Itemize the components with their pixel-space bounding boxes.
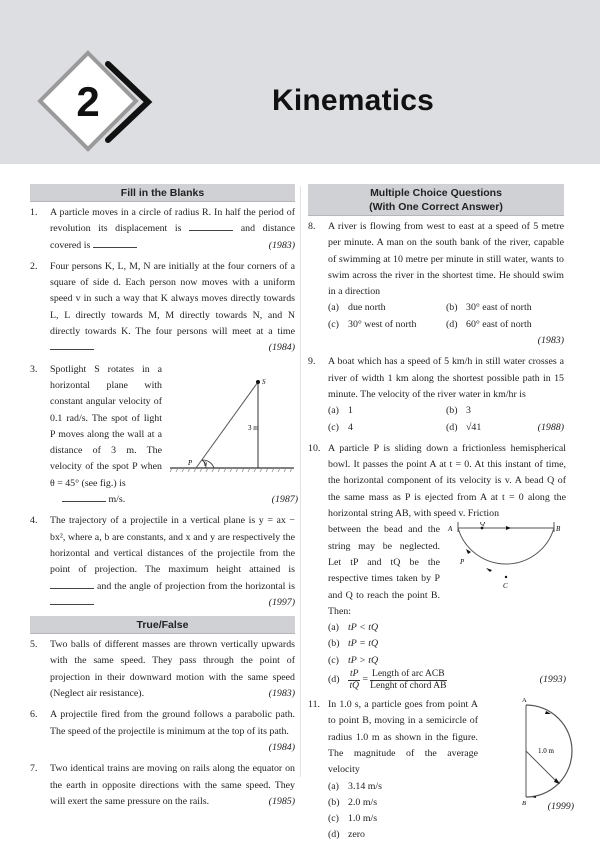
question-number: 2. [30, 260, 38, 272]
option-b[interactable]: (b) 30° east of north [446, 302, 532, 314]
question-2 [30, 259, 295, 357]
option-a[interactable]: (a) tP < tQ [328, 622, 379, 634]
question-3 [30, 362, 298, 509]
question-number: 4. [30, 515, 38, 527]
question-7 [30, 761, 295, 810]
svg-text:B: B [522, 800, 526, 808]
question-year: (1983) [268, 239, 295, 251]
question-year: (1987) [271, 494, 298, 506]
question-text: In 1.0 s, a particle goes from point A to point B, moving in a semicircle of radius 1.0 m as shown in the figure. The magnitude of the average velocity [328, 699, 478, 776]
svg-text:A: A [522, 697, 527, 705]
unit-text: m/s. [108, 494, 126, 506]
question-text: Spotlight S rotates in a horizontal plane with constant angular velocity of 0.1 rad/s. The spot of light P moves along the wall at a distance of 3 m. The velocity of the spot P when θ = 45° (see fig.) is [50, 363, 162, 489]
svg-text:S: S [262, 377, 266, 386]
option-b[interactable]: (b) tP = tQ [328, 638, 379, 650]
chapter-number: 2 [76, 78, 100, 125]
svg-text:C: C [503, 582, 508, 591]
spotlight-diagram-icon [168, 368, 298, 488]
question-number: 11. [308, 699, 320, 711]
question-year: (1985) [268, 795, 295, 807]
option-b[interactable]: (b) 3 [446, 405, 471, 417]
question-number: 3. [30, 363, 38, 375]
question-year: (1983) [268, 688, 295, 700]
option-b[interactable]: (b) 2.0 m/s [328, 796, 378, 808]
answer-blank[interactable] [50, 340, 94, 350]
question-year: (1997) [268, 596, 295, 608]
section-header-mcq [308, 184, 564, 216]
question-number: 10. [308, 442, 321, 454]
svg-text:1.0 m: 1.0 m [538, 747, 554, 756]
question-6 [30, 707, 295, 756]
section-title-line1: Multiple Choice Questions [370, 187, 502, 199]
answer-blank[interactable] [189, 221, 233, 231]
question-text: The trajectory of a projectile in a vertical plane is y = ax − bx², where a, b are constants, and x and y are respectively the horizontal and vertical distances of the projectile from the point of projection. The maximum height attained is [50, 515, 295, 576]
question-4 [30, 513, 295, 611]
question-year: (1984) [268, 342, 295, 354]
option-c[interactable]: (c) 4 [328, 421, 353, 433]
svg-text:θ: θ [204, 461, 207, 468]
question-number: 7. [30, 763, 38, 775]
question-number: 6. [30, 709, 38, 721]
question-year: (1999) [547, 801, 574, 813]
question-number: 9. [308, 356, 316, 368]
question-8 [308, 219, 564, 349]
answer-blank[interactable] [50, 579, 94, 589]
svg-text:3 m: 3 m [248, 423, 259, 432]
hemispherical-bowl-diagram-icon [446, 522, 566, 592]
question-1 [30, 205, 295, 254]
question-11 [308, 697, 574, 844]
svg-text:Q: Q [480, 522, 486, 528]
answer-blank[interactable] [50, 595, 94, 605]
section-title-line2: (With One Correct Answer) [369, 201, 503, 213]
option-d[interactable]: (d) zero [328, 829, 365, 841]
question-5 [30, 637, 295, 702]
answer-blank[interactable] [62, 492, 106, 502]
question-text: A river is flowing from west to east at a speed of 5 metre per minute. A man on the south bank of the river, capable of swimming at 10 metre per minute in still water, wants to swim across the river in the shortest time. He should swim in a direction [328, 221, 564, 298]
option-c[interactable]: (c) 1.0 m/s [328, 813, 378, 825]
question-text: A particle P is sliding down a frictionless hemispherical bowl. It passes the point A at t = 0. At this instant of time, the horizontal component of its velocity is v. A bead Q of the same mass as P is ejected from A at t = 0 along the horizontal string AB, with speed v. Friction [328, 442, 566, 520]
question-number: 5. [30, 639, 38, 651]
question-text: A projectile fired from the ground follows a parabolic path. The speed of the projectile is minimum at the top of its path. [50, 709, 295, 737]
option-a[interactable]: (a) 3.14 m/s [328, 780, 383, 792]
section-header-true-false: True/False [30, 616, 295, 634]
question-text: and distance covered is [50, 223, 296, 251]
question-year: (1988) [537, 421, 564, 433]
question-9 [308, 354, 564, 435]
question-text: Two identical trains are moving on rails along the equator on the earth in opposite directions with the same speed. They will exert the same pressure on the rails. [50, 763, 295, 807]
svg-text:B: B [556, 525, 561, 534]
answer-blank[interactable] [93, 238, 137, 248]
option-a[interactable]: (a) 1 [328, 405, 353, 417]
question-number: 8. [308, 221, 316, 232]
question-text: A boat which has a speed of 5 km/h in still water crosses a river of width 1 km along the shortest possible path in 15 minute. The velocity of the river water in km/hr is [328, 356, 564, 400]
option-c[interactable]: (c) 30° west of north [328, 318, 417, 330]
question-text: between the bead and the string may be neglected. Let tP and tQ be the respective times taken by P and Q to reach the point B. Then: [328, 524, 440, 617]
svg-text:P: P [188, 458, 193, 467]
option-a[interactable]: (a) due north [328, 302, 386, 314]
question-text: and the angle of projection from the horizontal is [97, 580, 295, 592]
option-c[interactable]: (c) tP > tQ [328, 654, 379, 666]
left-column [30, 184, 298, 815]
question-text: Four persons K, L, M, N are initially at the four corners of a square of side d. Each person now moves with a uniform speed v in such a way that K always moves directly towards L, L directly towards M, M directly towards N, and N directly towards K. The four persons will meet at a time [50, 260, 295, 338]
section-header-fill-blanks: Fill in the Blanks [30, 184, 295, 202]
question-year: (1984) [268, 741, 295, 753]
option-d[interactable]: (d) $\frac{tP}{tQ}$ = $\frac{\text{Length of arc ACB}}{\text{Lenght of chord AB}}$ (1993) [328, 669, 566, 692]
option-d[interactable]: (d) 60° east of north [446, 318, 532, 330]
question-year: (1983) [537, 335, 564, 347]
chapter-banner [0, 0, 600, 164]
semicircle-path-diagram-icon [484, 697, 574, 807]
right-column [308, 184, 574, 849]
chapter-number-badge-icon [36, 50, 166, 156]
question-10 [308, 441, 564, 692]
question-text: Two balls of different masses are thrown vertically upwards with the same speed. They pass through the point of projection in their downward motion with the same speed (Neglect air resistance). [50, 639, 295, 700]
question-number: 1. [30, 207, 38, 218]
chapter-title: Kinematics [272, 84, 435, 117]
option-d[interactable]: (d) √41 (1988) [446, 420, 564, 436]
question-year: (1993) [539, 674, 566, 686]
column-divider [300, 186, 301, 777]
svg-text:P: P [460, 558, 465, 567]
svg-text:A: A [448, 525, 453, 534]
question-text: A particle moves in a circle of radius R. In half the period of revolution its displacement is [50, 207, 295, 235]
